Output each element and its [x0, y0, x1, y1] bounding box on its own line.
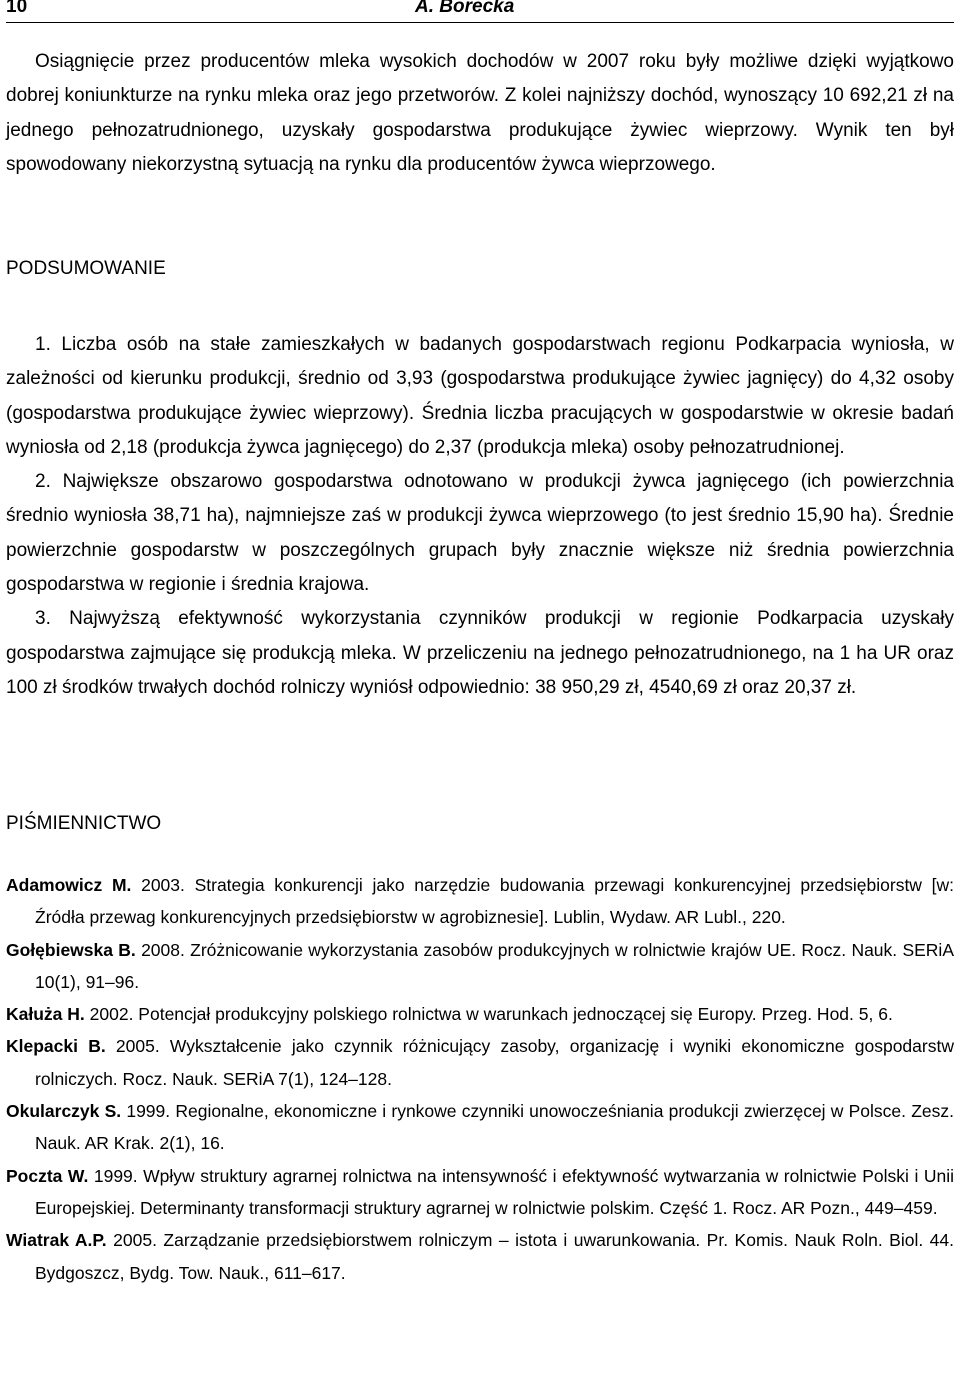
summary-point: 3. Najwyższą efektywność wykorzystania czynników produkcji w regionie Podkarpacia uzyskały gospodarstwa zajmujące się produkcją mleka. W przeliczeniu na jednego pełnozatrudnionego, na 1 ha UR oraz 100 zł środków trwałych dochód rolniczy wyniósł odpowiednio: 38 950,29 zł, 4540,69 zł oraz 20,37 zł.: [6, 608, 954, 698]
reference-text: 2005. Wykształcenie jako czynnik różnicujący zasoby, organizację i wyniki ekonomiczne gospodarstw rolniczych. Rocz. Nauk. SERiA 7(1), 124–128.: [35, 1036, 954, 1089]
references-heading: PIŚMIENNICTWO: [6, 813, 162, 834]
reference-author: Gołębiewska B.: [6, 939, 136, 960]
reference-author: Kałuża H.: [6, 1004, 85, 1025]
references-list: [6, 869, 954, 1289]
reference-entry: [6, 998, 954, 1030]
reference-text: 1999. Wpływ struktury agrarnej rolnictwa na intensywność i efektywność wytwarzania w rolnictwie Polski i Unii Europejskiej. Determinanty transformacji struktury agrarnej w rolnictwie polskim. Część 1. Rocz. AR Pozn., 449–459.: [35, 1165, 954, 1218]
reference-text: 2008. Zróżnicowanie wykorzystania zasobów produkcyjnych w rolnictwie krajów UE. Rocz. Nauk. SERiA 10(1), 91–96.: [35, 939, 954, 992]
reference-entry: [6, 934, 954, 999]
reference-entry: [6, 1224, 954, 1289]
reference-text: 2003. Strategia konkurencji jako narzędzie budowania przewagi konkurencyjnej przedsiębiorstw [w: Źródła przewag konkurencyjnych przedsiębiorstw w agrobiznesie]. Lublin, Wydaw. AR Lubl., 220.: [35, 875, 954, 928]
reference-text: 2002. Potencjał produkcyjny polskiego rolnictwa w warunkach jednoczącej się Europy. Przeg. Hod. 5, 6.: [84, 1004, 893, 1025]
reference-entry: [6, 1160, 954, 1225]
reference-entry: [6, 869, 954, 934]
reference-author: Okularczyk S.: [6, 1101, 122, 1122]
summary-heading: PODSUMOWANIE: [6, 258, 166, 279]
running-header: [6, 0, 954, 23]
reference-text: 2005. Zarządzanie przedsiębiorstwem rolniczym – istota i uwarunkowania. Pr. Komis. Nauk Roln. Biol. 44. Bydgoszcz, Bydg. Tow. Nauk., 611–617.: [35, 1230, 954, 1283]
summary-point: 2. Największe obszarowo gospodarstwa odnotowano w produkcji żywca jagnięcego (ich powierzchnia średnio wyniosła 38,71 ha), najmniejsze zaś w produkcji żywca wieprzowego (to jest średnio 15,90 ha). Średnie powierzchnie gospodarstw w poszczególnych grupach były znacznie większe niż średnia powierzchnia gospodarstwa w regionie i średnia krajowa.: [6, 471, 954, 596]
reference-author: Poczta W.: [6, 1165, 89, 1186]
reference-author: Klepacki B.: [6, 1036, 106, 1057]
summary-section: [6, 328, 954, 705]
reference-text: 1999. Regionalne, ekonomiczne i rynkowe czynniki unowocześniania produkcji zwierzęcej w Polsce. Zesz. Nauk. AR Krak. 2(1), 16.: [35, 1101, 954, 1154]
intro-paragraph: Osiągnięcie przez producentów mleka wysokich dochodów w 2007 roku były możliwe dzięki wyjątkowo dobrej koniunkturze na rynku mleka oraz jego przetworów. Z kolei najniższy dochód, wynoszący 10 692,21 zł na jednego pełnozatrudnionego, uzyskały gospodarstwa produkujące żywiec wieprzowy. Wynik ten był spowodowany niekorzystną sytuacją na rynku dla producentów żywca wieprzowego.: [6, 51, 954, 175]
reference-author: Adamowicz M.: [6, 875, 132, 895]
running-author: A. Borecka: [415, 0, 515, 17]
reference-entry: [6, 1030, 954, 1095]
reference-entry: [6, 1095, 954, 1160]
page-number: 10: [6, 0, 28, 17]
reference-author: Wiatrak A.P.: [6, 1230, 107, 1251]
summary-point: 1. Liczba osób na stałe zamieszkałych w badanych gospodarstwach regionu Podkarpacia wyniosła, w zależności od kierunku produkcji, średnio od 3,93 (gospodarstwa produkujące żywiec jagnięcy) do 4,32 osoby (gospodarstwa produkujące żywiec wieprzowy). Średnia liczba pracujących w gospodarstwie w okresie badań wyniosła od 2,18 (produkcja żywca jagnięcego) do 2,37 (produkcja mleka) osoby pełnozatrudnionej.: [6, 334, 954, 458]
